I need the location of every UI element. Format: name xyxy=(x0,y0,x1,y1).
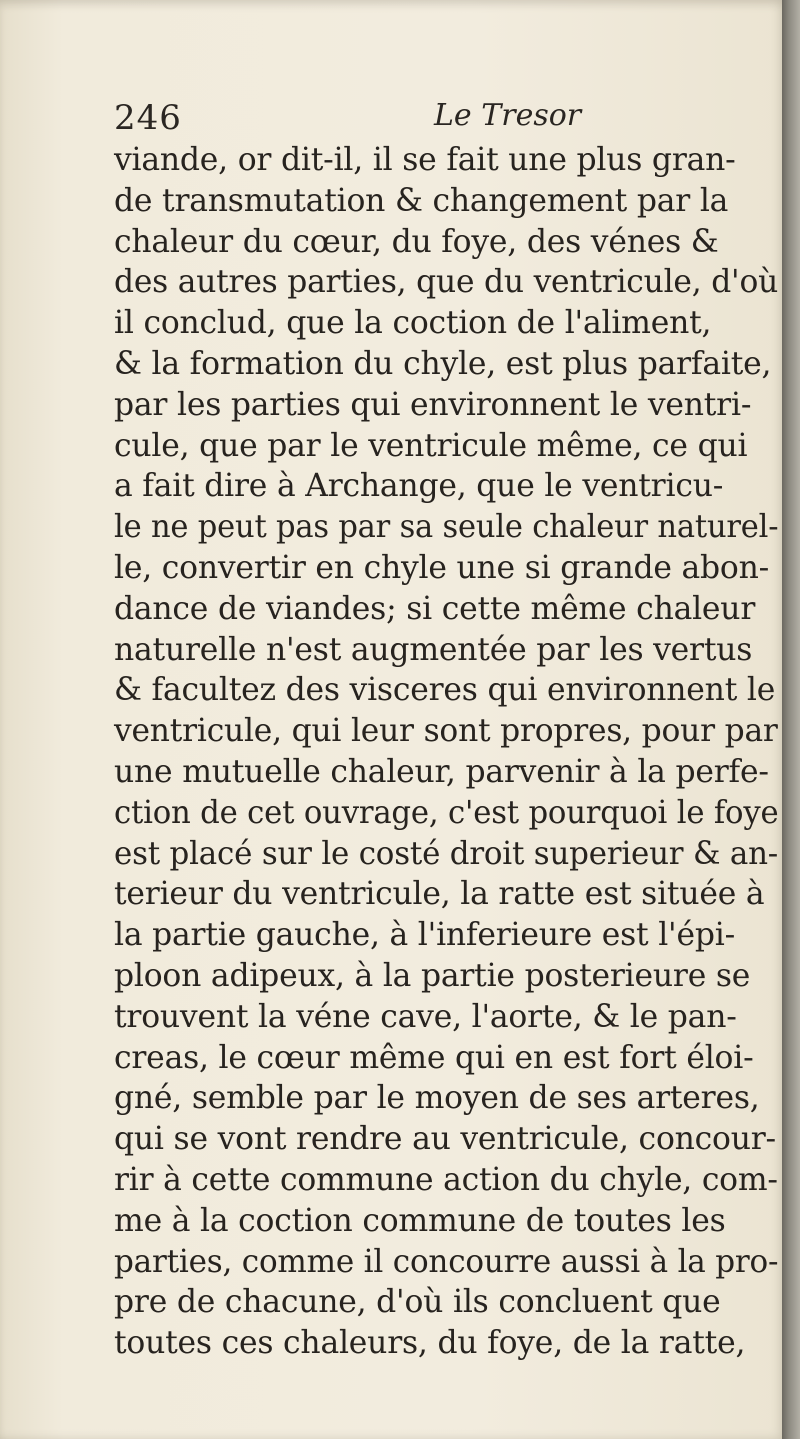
text-line: de transmutation & changement par la xyxy=(114,182,729,219)
text-line: rir à cette commune action du chyle, com- xyxy=(114,1161,778,1198)
text-line: est placé sur le costé droit superieur & an- xyxy=(114,835,779,872)
text-line: viande, or dit-il, il se fait une plus gran- xyxy=(114,142,736,178)
text-line: ction de cet ouvrage, c'est pourquoi le foye xyxy=(114,794,779,831)
text-line: gné, semble par le moyen de ses arteres, xyxy=(114,1080,760,1117)
text-line: a fait dire à Archange, que le ventricu- xyxy=(114,468,724,505)
page-header xyxy=(114,98,714,138)
text-line: naturelle n'est augmentée par les vertus xyxy=(114,631,753,668)
text-line: chaleur du cœur, du foye, des vénes & xyxy=(114,223,719,260)
text-line: par les parties qui environnent le ventri- xyxy=(114,386,752,423)
text-line: cule, que par le ventricule même, ce qui xyxy=(114,427,748,464)
page-number: 246 xyxy=(114,98,182,138)
body-text xyxy=(114,140,790,1364)
text-line: me à la coction commune de toutes les xyxy=(114,1202,726,1239)
running-title: Le Tresor xyxy=(434,98,582,133)
text-line: pre de chacune, d'où ils concluent que xyxy=(114,1284,721,1321)
text-line: dance de viandes; si cette même chaleur xyxy=(114,590,756,627)
text-line: parties, comme il concourre aussi à la pro- xyxy=(114,1243,779,1280)
text-line: le ne peut pas par sa seule chaleur naturel- xyxy=(114,509,779,546)
text-line: une mutuelle chaleur, parvenir à la perfe- xyxy=(114,753,769,790)
text-line: & facultez des visceres qui environnent le xyxy=(114,672,776,709)
text-line: qui se vont rendre au ventricule, concour- xyxy=(114,1121,776,1158)
text-line: trouvent la véne cave, l'aorte, & le pan- xyxy=(114,998,737,1035)
text-line: creas, le cœur même qui en est fort éloi- xyxy=(114,1039,754,1076)
text-line: & la formation du chyle, est plus parfaite, xyxy=(114,345,772,382)
text-line: le, convertir en chyle une si grande abon- xyxy=(114,549,770,586)
text-line: toutes ces chaleurs, du foye, de la ratte, xyxy=(114,1325,746,1362)
text-line: la partie gauche, à l'inferieure est l'épi- xyxy=(114,917,735,954)
text-line: des autres parties, que du ventricule, d'où xyxy=(114,264,779,301)
text-line: terieur du ventricule, la ratte est située à xyxy=(114,876,765,913)
text-line: ventricule, qui leur sont propres, pour par xyxy=(114,713,778,750)
text-line: il conclud, que la coction de l'aliment, xyxy=(114,305,712,342)
text-line: ploon adipeux, à la partie posterieure se xyxy=(114,957,751,994)
